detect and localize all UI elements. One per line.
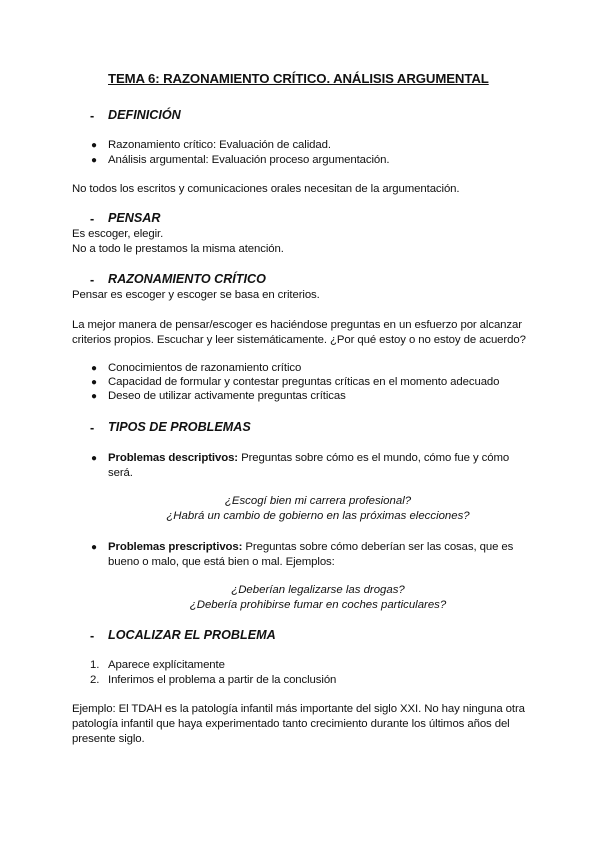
bullet-icon: ●: [91, 377, 98, 388]
page-title: TEMA 6: RAZONAMIENTO CRÍTICO. ANÁLISIS ARGUMENTAL: [108, 71, 489, 86]
label-descriptivos: Problemas descriptivos:: [108, 452, 239, 464]
heading-dash: -: [90, 629, 95, 643]
list-item: Capacidad de formular y contestar preguntas críticas en el momento adecuado: [108, 376, 500, 388]
list-item: Conocimientos de razonamiento crítico: [108, 362, 302, 374]
bullet-icon: ●: [91, 453, 98, 464]
heading-localizar: LOCALIZAR EL PROBLEMA: [108, 628, 276, 642]
heading-pensar: PENSAR: [108, 211, 161, 225]
paragraph-line: La mejor manera de pensar/escoger es haciéndose preguntas en un esfuerzo por alcanzar: [72, 319, 522, 331]
bullet-icon: ●: [91, 391, 98, 402]
paragraph-line: Pensar es escoger y escoger se basa en criterios.: [72, 289, 320, 301]
heading-dash: -: [90, 212, 95, 226]
list-item: Razonamiento crítico: Evaluación de calidad.: [108, 139, 331, 151]
list-number: 1.: [90, 659, 100, 671]
paragraph-line: patología infantil que haya experimentado tanto crecimiento durante los últimos años del: [72, 718, 510, 730]
heading-razonamiento: RAZONAMIENTO CRÍTICO: [108, 272, 266, 286]
example-question: ¿Escogí bien mi carrera profesional?: [224, 495, 412, 507]
list-item: Análisis argumental: Evaluación proceso argumentación.: [108, 154, 390, 166]
paragraph-line: presente siglo.: [72, 733, 145, 745]
example-question: ¿Habrá un cambio de gobierno en las próximas elecciones?: [166, 510, 470, 522]
bullet-icon: ●: [91, 140, 98, 151]
example-question: ¿Deberían legalizarse las drogas?: [231, 584, 405, 596]
text-prescriptivos: Preguntas sobre cómo deberían ser las cosas, que es: [242, 541, 514, 553]
list-item: Inferimos el problema a partir de la conclusión: [108, 674, 337, 686]
list-item: Aparece explícitamente: [108, 659, 225, 671]
list-item: Deseo de utilizar activamente preguntas críticas: [108, 390, 346, 402]
label-prescriptivos: Problemas prescriptivos:: [108, 541, 243, 553]
paragraph-line: No a todo le prestamos la misma atención.: [72, 243, 284, 255]
heading-dash: -: [90, 109, 95, 123]
heading-dash: -: [90, 421, 95, 435]
list-number: 2.: [90, 674, 100, 686]
paragraph-line: criterios propios. Escuchar y leer sistemáticamente. ¿Por qué estoy o no estoy de acuerdo?: [72, 334, 526, 346]
heading-tipos: TIPOS DE PROBLEMAS: [108, 420, 251, 434]
paragraph: No todos los escritos y comunicaciones orales necesitan de la argumentación.: [72, 183, 460, 195]
paragraph-line: Es escoger, elegir.: [72, 228, 164, 240]
list-item-descriptivos: [108, 451, 509, 466]
list-item-continuation: bueno o malo, que está bien o mal. Ejemplos:: [108, 556, 335, 568]
bullet-icon: ●: [91, 155, 98, 166]
list-item-continuation: será.: [108, 467, 133, 479]
bullet-icon: ●: [91, 363, 98, 374]
list-item-prescriptivos: [108, 540, 513, 555]
heading-definicion: DEFINICIÓN: [108, 108, 181, 122]
heading-dash: -: [90, 273, 95, 287]
bullet-icon: ●: [91, 542, 98, 553]
text-descriptivos: Preguntas sobre cómo es el mundo, cómo fue y cómo: [238, 452, 510, 464]
example-question: ¿Debería prohibirse fumar en coches particulares?: [189, 599, 447, 611]
paragraph-line: Ejemplo: El TDAH es la patología infantil más importante del siglo XXI. No hay ninguna otra: [72, 703, 525, 715]
